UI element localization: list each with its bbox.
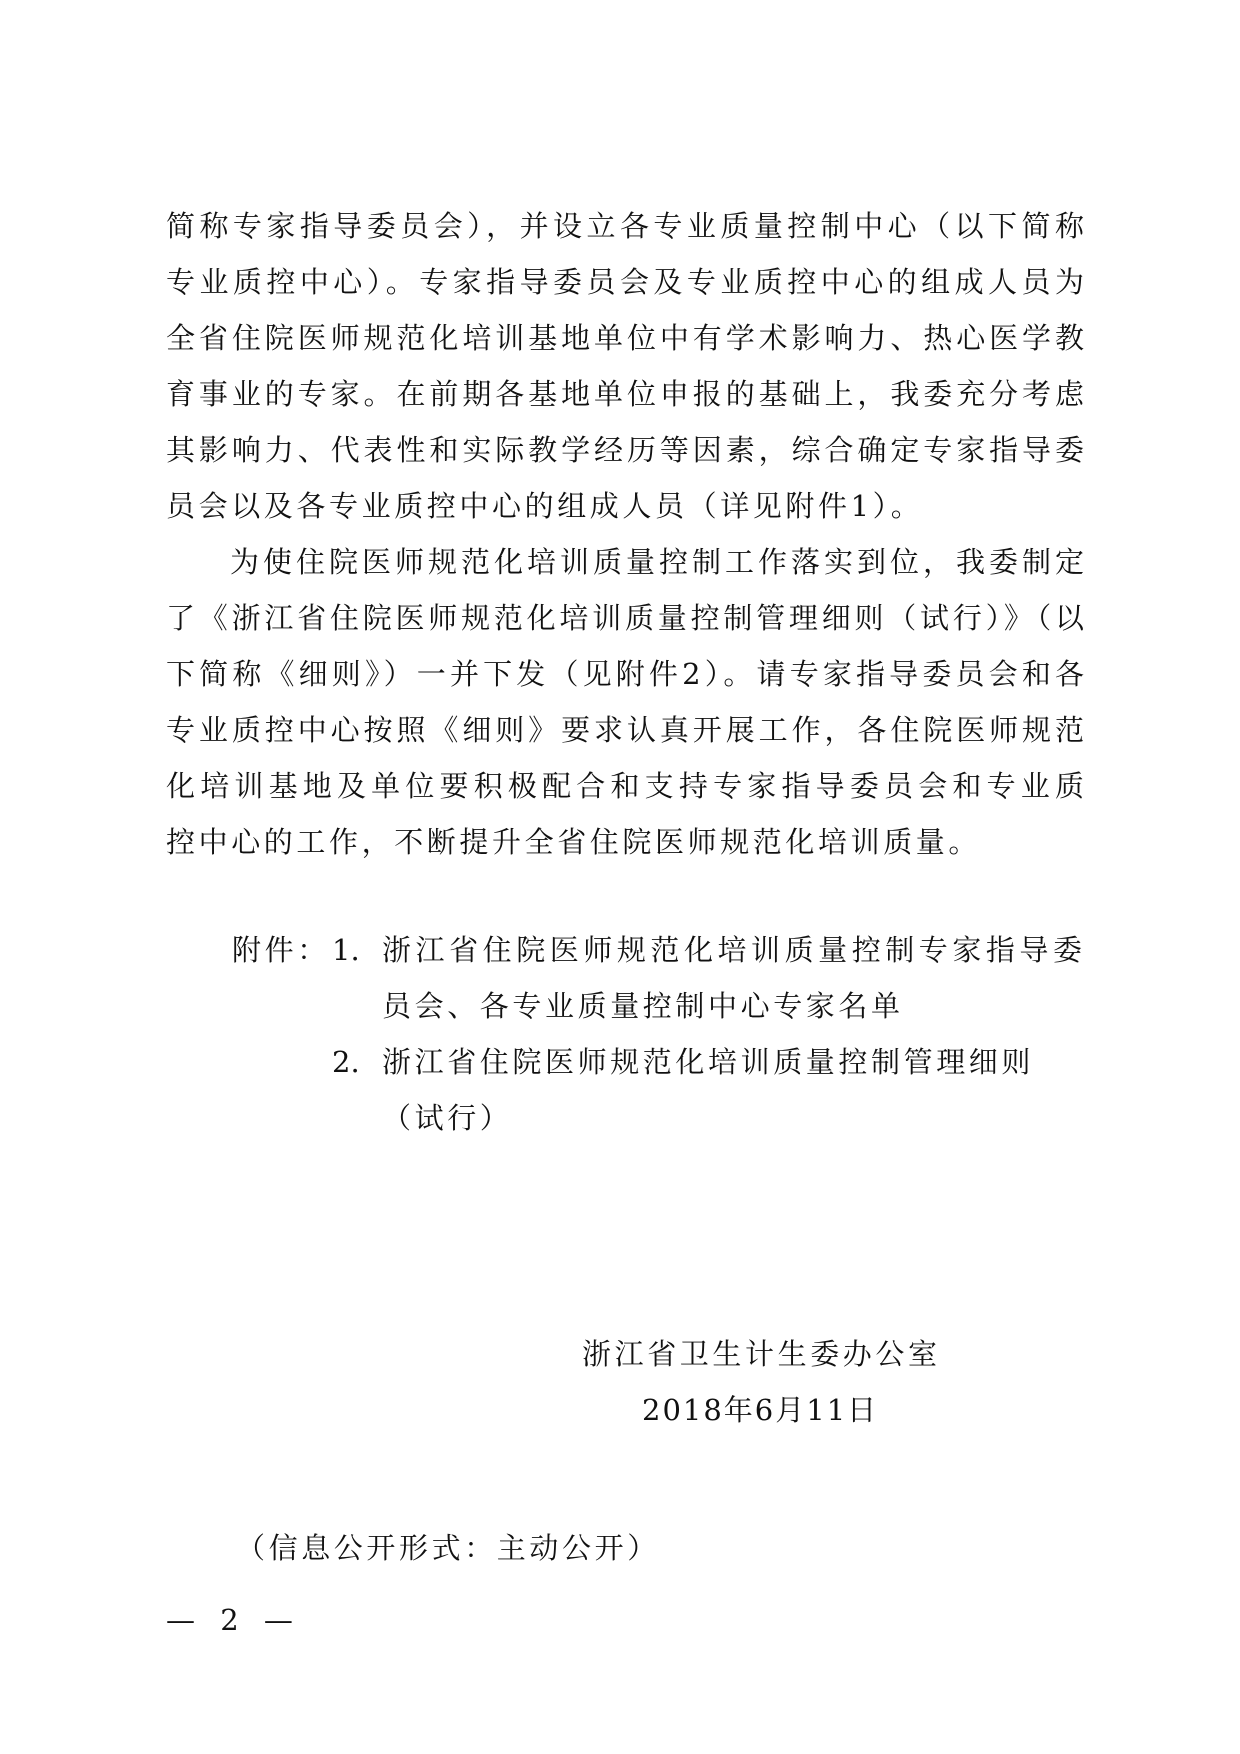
- text-line: 全省住院医师规范化培训基地单位中有学术影响力、热心医学教: [166, 321, 1084, 355]
- disclosure-note: （信息公开形式：主动公开）: [236, 1531, 660, 1565]
- attachment-number: 1.: [332, 933, 360, 967]
- page-number: — 2 —: [166, 1603, 301, 1637]
- text-line: 专业质控中心按照《细则》要求认真开展工作，各住院医师规范: [166, 713, 1084, 747]
- text-line: 育事业的专家。在前期各基地单位申报的基础上，我委充分考虑: [166, 377, 1084, 411]
- text-line: 简称专家指导委员会），并设立各专业质量控制中心（以下简称: [166, 209, 1084, 243]
- attachment-title: （试行）: [382, 1101, 513, 1135]
- attachments-label: 附件：: [232, 933, 330, 967]
- text-line: 了《浙江省住院医师规范化培训质量控制管理细则（试行）》（以: [166, 601, 1084, 635]
- text-line: 化培训基地及单位要积极配合和支持专家指导委员会和专业质: [166, 769, 1084, 803]
- text-line: 员会以及各专业质控中心的组成人员（详见附件1）。: [166, 489, 924, 523]
- text-line: 为使住院医师规范化培训质量控制工作落实到位，我委制定: [230, 545, 1084, 579]
- text-line: 其影响力、代表性和实际教学经历等因素，综合确定专家指导委: [166, 433, 1084, 467]
- issue-date: 2018年6月11日: [642, 1393, 879, 1427]
- text-line: 下简称《细则》）一并下发（见附件2）。请专家指导委员会和各: [166, 657, 1084, 691]
- attachment-title: 员会、各专业质量控制中心专家名单: [382, 989, 904, 1023]
- attachment-number: 2.: [332, 1045, 360, 1079]
- attachment-title: 浙江省住院医师规范化培训质量控制专家指导委: [382, 933, 1082, 967]
- attachment-title: 浙江省住院医师规范化培训质量控制管理细则: [382, 1045, 1035, 1079]
- text-line: 专业质控中心）。专家指导委员会及专业质控中心的组成人员为: [166, 265, 1084, 299]
- text-line: 控中心的工作，不断提升全省住院医师规范化培训质量。: [166, 825, 982, 859]
- issuer-name: 浙江省卫生计生委办公室: [582, 1337, 941, 1371]
